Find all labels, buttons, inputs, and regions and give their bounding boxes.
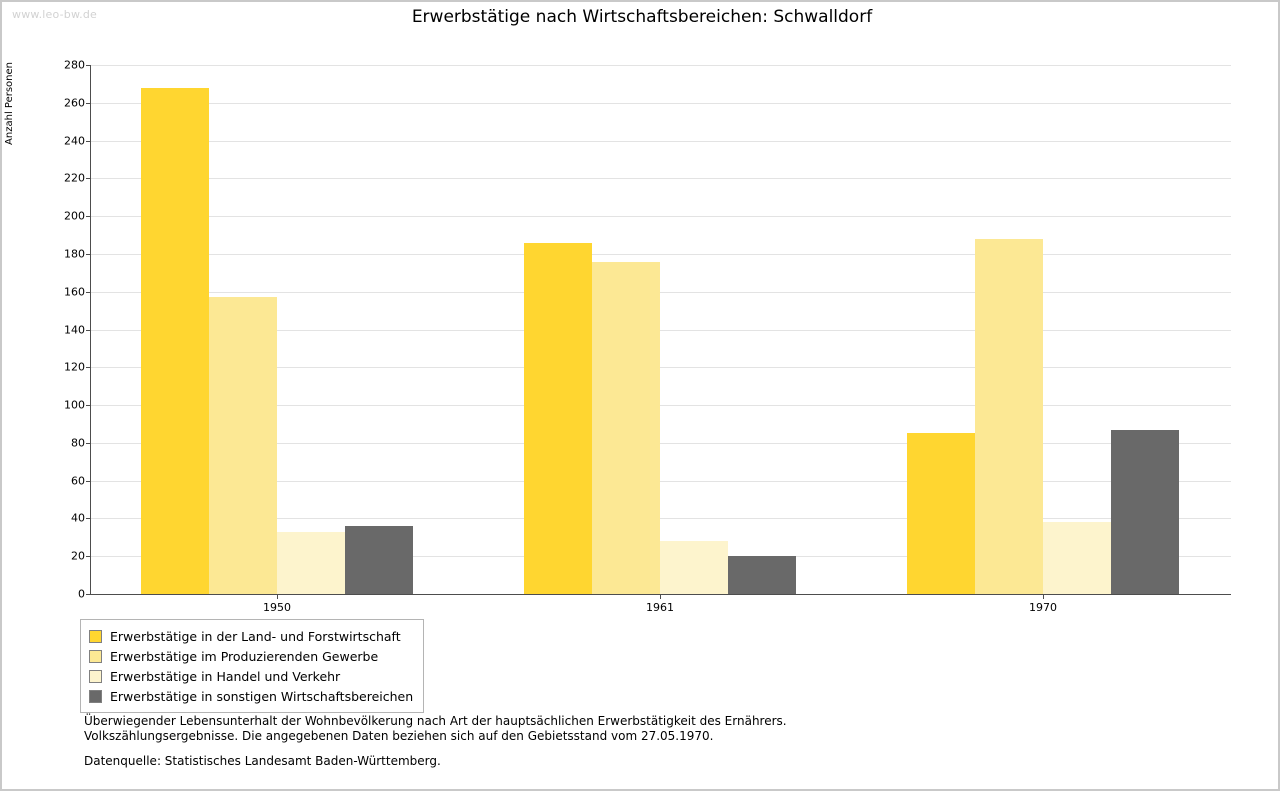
bar-group xyxy=(524,65,796,594)
y-tick-label: 280 xyxy=(64,58,85,72)
legend xyxy=(80,619,424,713)
y-tick-label: 100 xyxy=(64,398,85,412)
y-tick-label: 200 xyxy=(64,209,85,223)
footnotes xyxy=(84,714,787,744)
y-tick-label: 220 xyxy=(64,171,85,185)
y-tick-mark xyxy=(86,141,91,142)
plot-area xyxy=(64,58,1231,614)
data-source: Datenquelle: Statistisches Landesamt Baden-Württemberg. xyxy=(84,754,441,768)
legend-label: Erwerbstätige im Produzierenden Gewerbe xyxy=(110,648,379,664)
y-tick-label: 20 xyxy=(71,549,85,563)
bar xyxy=(728,556,796,594)
y-tick-mark xyxy=(86,556,91,557)
y-tick-mark xyxy=(86,405,91,406)
bar xyxy=(277,532,345,594)
legend-item[interactable] xyxy=(89,686,413,706)
legend-swatch-icon xyxy=(89,650,102,663)
y-tick-mark xyxy=(86,367,91,368)
y-tick-mark xyxy=(86,330,91,331)
x-tick-label: 1970 xyxy=(1029,601,1057,614)
y-tick-label: 240 xyxy=(64,134,85,148)
footnote-line: Volkszählungsergebnisse. Die angegebenen Daten beziehen sich auf den Gebietsstand vom 27.05.1970. xyxy=(84,729,714,743)
y-tick-label: 140 xyxy=(64,323,85,336)
x-tick-mark xyxy=(277,594,278,599)
y-tick-mark xyxy=(86,254,91,255)
y-tick-label: 80 xyxy=(71,436,85,450)
legend-label: Erwerbstätige in der Land- und Forstwirtschaft xyxy=(110,628,401,644)
y-tick-mark xyxy=(86,103,91,104)
footnote-line: Überwiegender Lebensunterhalt der Wohnbevölkerung nach Art der hauptsächlichen Erwerbstätigkeit des Ernährers. xyxy=(84,714,787,728)
bar xyxy=(975,239,1043,594)
watermark: www.leo-bw.de xyxy=(12,8,98,21)
legend-item[interactable] xyxy=(89,626,413,646)
bar xyxy=(1043,522,1111,594)
legend-swatch-icon xyxy=(89,690,102,703)
bar xyxy=(209,297,277,594)
bar xyxy=(345,526,413,594)
bar-group xyxy=(907,65,1179,594)
y-tick-mark xyxy=(86,443,91,444)
y-axis-label: Anzahl Personen xyxy=(4,62,15,145)
y-tick-label: 0 xyxy=(78,587,85,601)
bar-group xyxy=(141,65,413,594)
bar xyxy=(141,88,209,594)
bar xyxy=(592,262,660,595)
bar xyxy=(1111,430,1179,594)
y-tick-label: 60 xyxy=(71,474,85,488)
y-tick-label: 160 xyxy=(64,285,85,299)
bar xyxy=(907,433,975,594)
x-tick-label: 1961 xyxy=(646,601,674,614)
y-tick-mark xyxy=(86,65,91,66)
y-tick-label: 40 xyxy=(71,511,85,525)
legend-label: Erwerbstätige in Handel und Verkehr xyxy=(110,668,341,684)
x-tick-mark xyxy=(660,594,661,599)
y-tick-label: 260 xyxy=(64,96,85,110)
y-tick-mark xyxy=(86,481,91,482)
page-title: Erwerbstätige nach Wirtschaftsbereichen: Schwalldorf xyxy=(411,7,873,27)
bar xyxy=(660,541,728,594)
y-tick-label: 120 xyxy=(64,360,85,374)
legend-swatch-icon xyxy=(89,630,102,643)
legend-label: Erwerbstätige in sonstigen Wirtschaftsbereichen xyxy=(110,688,414,704)
x-tick-mark xyxy=(1043,594,1044,599)
y-tick-mark xyxy=(86,594,91,595)
y-tick-mark xyxy=(86,178,91,179)
y-tick-mark xyxy=(86,216,91,217)
bar xyxy=(524,243,592,594)
x-tick-label: 1950 xyxy=(263,601,291,614)
y-tick-mark xyxy=(86,292,91,293)
legend-swatch-icon xyxy=(89,670,102,683)
legend-item[interactable] xyxy=(89,666,413,686)
legend-item[interactable] xyxy=(89,646,413,666)
y-tick-mark xyxy=(86,518,91,519)
y-tick-label: 180 xyxy=(64,247,85,261)
